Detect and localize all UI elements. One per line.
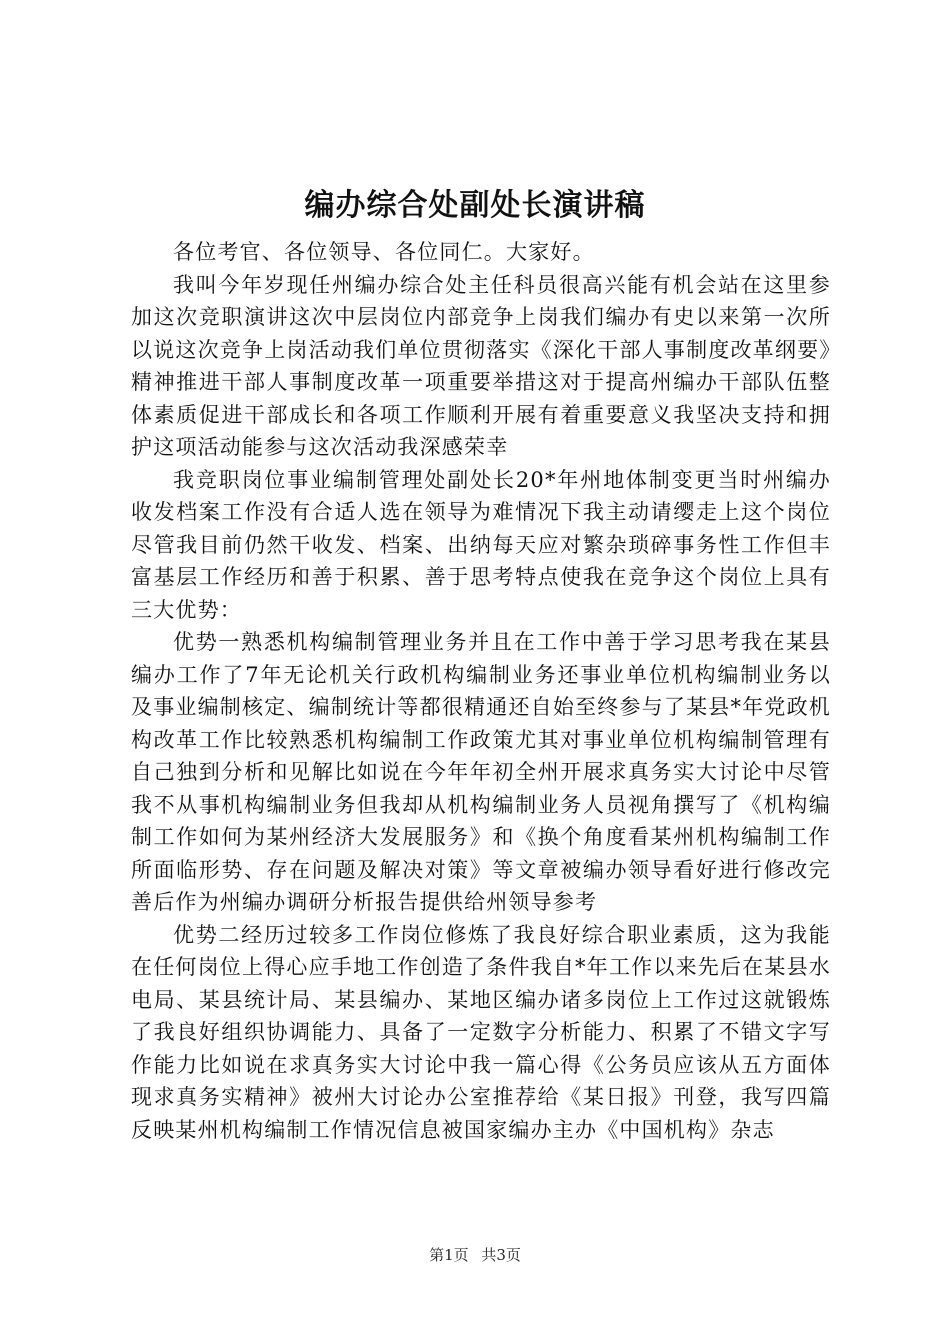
page-total: 共3页 bbox=[481, 1246, 521, 1264]
document-body bbox=[131, 236, 831, 1146]
document-title: 编办综合处副处长演讲稿 bbox=[304, 188, 646, 223]
advantage-two-paragraph: 优势二经历过较多工作岗位修炼了我良好综合职业素质，这为我能在任何岗位上得心应手地工作创造了条件我自*年工作以来先后在某县水电局、某县统计局、某县编办、某地区编办诸多岗位上工作过这就锻炼了我良好组织协调能力、具备了一定数字分析能力、积累了不错文字写作能力比如说在求真务实大讨论中我一篇心得《公务员应该从五方面体现求真务实精神》被州大讨论办公室推荐给《某日报》刊登，我写四篇反映某州机构编制工作情况信息被国家编办主办《中国机构》杂志 bbox=[131, 922, 831, 1142]
greeting-paragraph: 各位考官、各位领导、各位同仁。大家好。 bbox=[173, 240, 595, 264]
page-number: 第1页 bbox=[429, 1246, 469, 1264]
introduction-paragraph: 我叫今年岁现任州编办综合处主任科员很高兴能有机会站在这里参加这次竞职演讲这次中层岗位内部竞争上岗我们编办有史以来第一次所以说这次竞争上岗活动我们单位贯彻落实《深化干部人事制度改革纲要》精神推进干部人事制度改革一项重要举措这对于提高州编办干部队伍整体素质促进干部成长和各项工作顺利开展有着重要意义我坚决支持和拥护这项活动能参与这次活动我深感荣幸 bbox=[131, 272, 831, 459]
position-paragraph: 我竞职岗位事业编制管理处副处长20*年州地体制变更当时州编办收发档案工作没有合适人选在领导为难情况下我主动请缨走上这个岗位尽管我目前仍然干收发、档案、出纳每天应对繁杂琐碎事务性工作但丰富基层工作经历和善于积累、善于思考特点使我在竞争这个岗位上具有三大优势： bbox=[131, 467, 831, 622]
advantage-one-paragraph: 优势一熟悉机构编制管理业务并且在工作中善于学习思考我在某县编办工作了7年无论机关行政机构编制业务还事业单位机构编制业务以及事业编制核定、编制统计等都很精通还自始至终参与了某县*年党政机构改革工作比较熟悉机构编制工作政策尤其对事业单位机构编制管理有自己独到分析和见解比如说在今年年初全州开展求真务实大讨论中尽管我不从事机构编制业务但我却从机构编制业务人员视角撰写了《机构编制工作如何为某州经济大发展服务》和《换个角度看某州机构编制工作所面临形势、存在问题及解决对策》等文章被编办领导看好进行修改完善后作为州编办调研分析报告提供给州领导参考 bbox=[131, 630, 831, 914]
page-footer bbox=[0, 1245, 950, 1265]
